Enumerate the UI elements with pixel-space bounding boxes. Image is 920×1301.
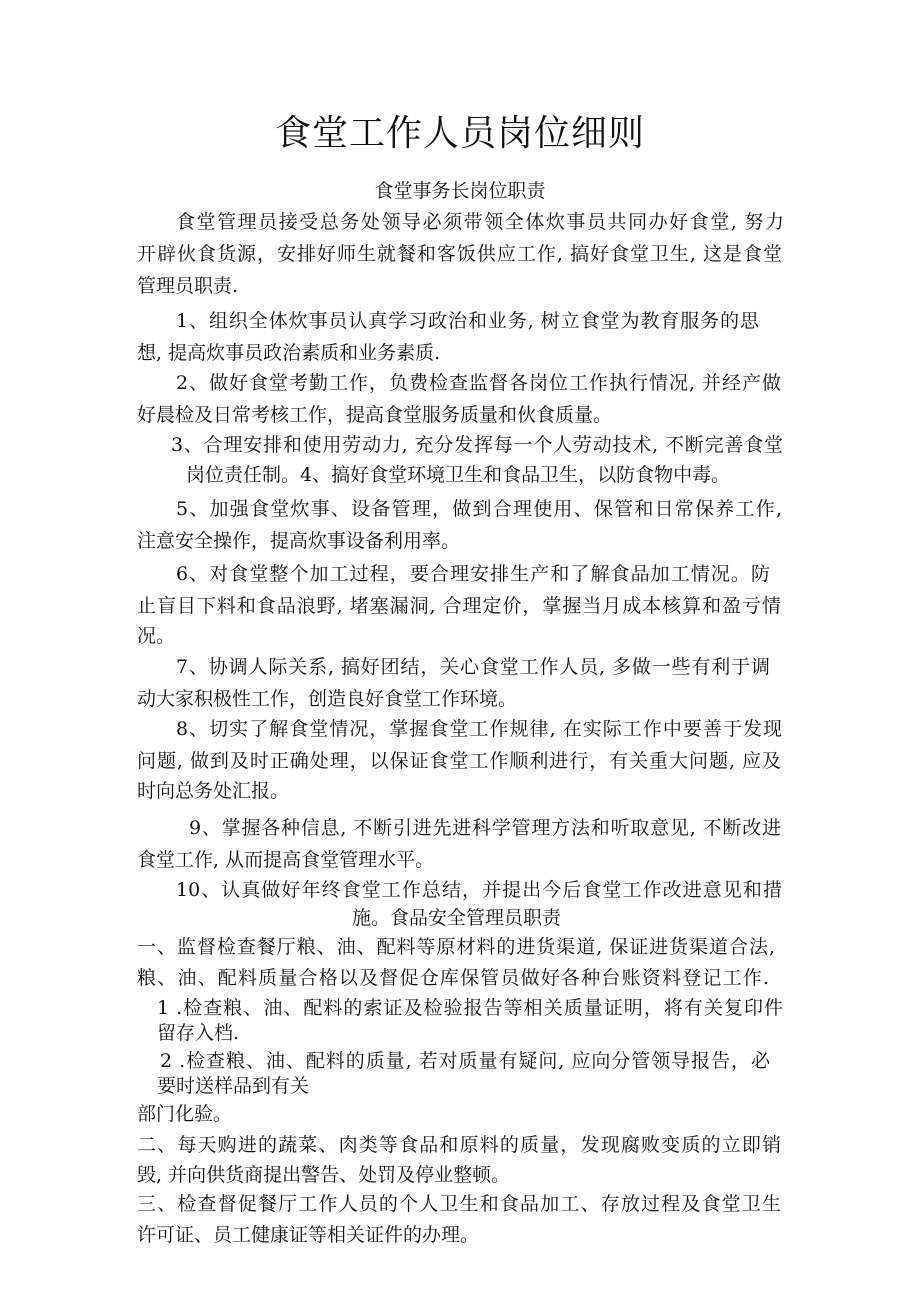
paragraph-line: 食堂管理员接受总务处领导必须带领全体炊事员共同办好食堂, 努力 [176, 211, 784, 233]
paragraph-line: 开辟伙食货源，安排好师生就餐和客饭供应工作, 搞好食堂卫生, 这是食堂 [137, 243, 782, 265]
section-heading: 施。食品安全管理员职责 [352, 907, 562, 929]
paragraph-line: 动大家积极性工作，创造良好食堂工作环境。 [137, 688, 518, 710]
paragraph-line: 时向总务处汇报。 [137, 780, 290, 802]
paragraph-line: 想, 提高炊事员政治素质和业务素质. [137, 342, 441, 364]
paragraph-line: 食堂工作, 从而提高食堂管理水平。 [137, 849, 435, 871]
paragraph-line: 止盲目下料和食品浪野, 堵塞漏洞, 合理定价，掌握当月成本核算和盈亏情 [137, 595, 781, 617]
section-subtitle: 食堂事务长岗位职责 [374, 180, 546, 202]
paragraph-line: 3、合理安排和使用劳动力, 充分发挥每一个人劳动技术, 不断完善食堂 [171, 434, 783, 456]
paragraph-line: 要时送样品到有关 [157, 1075, 310, 1097]
paragraph-line: 6、对食堂整个加工过程，要合理安排生产和了解食品加工情况。防 [176, 563, 770, 585]
paragraph-line: 问题, 做到及时正确处理，以保证食堂工作顺利进行，有关重大问题, 应及 [137, 750, 781, 772]
paragraph-line: 三、检查督促餐厅工作人员的个人卫生和食品加工、存放过程及食堂卫生 [137, 1193, 781, 1215]
paragraph-line: 7、协调人际关系, 搞好团结，关心食堂工作人员, 多做一些有利于调 [176, 656, 770, 678]
paragraph-line: 粮、油、配料质量合格以及督促仓库保管员做好各种台账资料登记工作. [137, 967, 769, 989]
paragraph-line: 部门化验。 [137, 1103, 233, 1125]
paragraph-line: 5、加强食堂炊事、设备管理，做到合理使用、保管和日常保养工作, [176, 498, 782, 520]
paragraph-line: 2 .检查粮、油、配料的质量, 若对质量有疑问, 应向分管领导报告，必 [160, 1050, 770, 1072]
paragraph-line: 许可证、员工健康证等相关证件的办理。 [137, 1224, 480, 1246]
paragraph-line: 10、认真做好年终食堂工作总结，并提出今后食堂工作改进意见和措 [176, 879, 782, 901]
paragraph-line: 岗位责任制。4、搞好食堂环境卫生和食品卫生，以防食物中毒。 [186, 464, 731, 486]
paragraph-line: 留存入档. [157, 1022, 240, 1044]
paragraph-line: 况。 [137, 625, 176, 647]
paragraph-line: 2、做好食堂考勤工作，负费检查监督各岗位工作执行情况, 并经产做 [176, 372, 781, 394]
paragraph-line: 9、掌握各种信息, 不断引进先进科学管理方法和听取意见, 不断改进 [189, 817, 781, 839]
paragraph-line: 1 .检查粮、油、配料的索证及检验报告等相关质量证明，将有关复印件 [157, 997, 783, 1019]
paragraph-line: 8、切实了解食堂情况，掌握食堂工作规律, 在实际工作中要善于发现 [176, 718, 782, 740]
paragraph-line: 毁, 并向供货商提出警告、处罚及停业整顿。 [137, 1164, 511, 1186]
paragraph-line: 好晨检及日常考核工作，提高食堂服务质量和伙食质量。 [137, 404, 613, 426]
paragraph-line: 二、每天购进的蔬菜、肉类等食品和原料的质量，发现腐败变质的立即销 [137, 1134, 781, 1156]
paragraph-line: 一、监督检查餐厅粮、油、配料等原材料的进货渠道, 保证进货渠道合法, [137, 936, 775, 958]
document-title: 食堂工作人员岗位细则 [274, 113, 645, 154]
paragraph-line: 1、组织全体炊事员认真学习政治和业务, 树立食堂为教育服务的思 [176, 310, 759, 332]
paragraph-line: 管理员职责. [137, 275, 239, 297]
paragraph-line: 注意安全操作，提高炊事设备利用率。 [137, 530, 461, 552]
